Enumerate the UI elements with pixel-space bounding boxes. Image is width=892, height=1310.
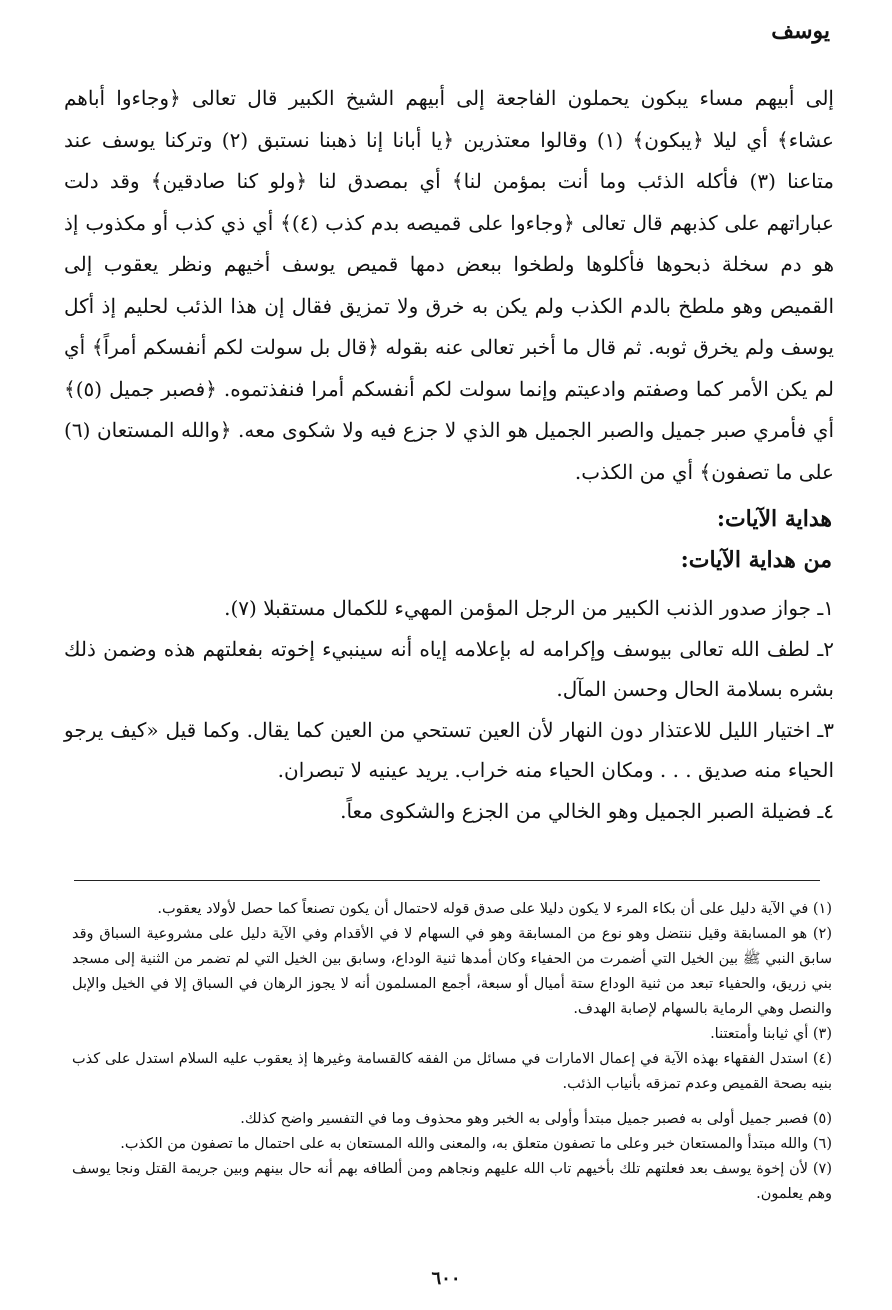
footnote-3: (٣) أي ثيابنا وأمتعتنا. bbox=[710, 1026, 832, 1042]
footnote-7: (٧) لأن إخوة يوسف بعد فعلتهم تلك بأخيهم تاب الله عليهم ونجاهم ومن ألطافه بهم أنه حال بينهم وبين جريمة القتل ونجا يوسف وهم يعلمون. bbox=[72, 1161, 832, 1202]
footnote-2: (٢) هو المسابقة وقيل ننتضل وهو نوع من المسابقة وهو في السهام لا في الأقدام وفي الآية دليل على مشروعية السباق وقد سابق النبي ﷺ بين الخيل التي أضمرت من الحفياء وكان أمدها ثنية الوداع، وسابق بين الخيل التي لم تضمر من الثنية إلى مسجد بني زريق، والحفياء تبعد من ثنية الوداع ستة أميال أو سبعة، أجمع المسلمون أنه لا يجوز الرهان في السباق إلا في الخيل والإبل والنصل وهي الرماية بالسهام لإصابة الهدف. bbox=[72, 926, 832, 1017]
guidance-item-4: ٤ـ فضيلة الصبر الجميل وهو الخالي من الجزع والشكوى معاً. bbox=[340, 798, 834, 823]
tafsir-body bbox=[64, 78, 834, 493]
page-number: ٦٠٠ bbox=[431, 1268, 461, 1289]
footnotes bbox=[72, 897, 832, 1207]
running-header: يوسف bbox=[771, 18, 830, 44]
footnote-5: (٥) فصبر جميل أولى به فصبر جميل مبتدأ وأولى به الخبر وهو محذوف وما في التفسير واضح كذلك. bbox=[240, 1111, 832, 1127]
tafsir-paragraph: إلى أبيهم مساء يبكون يحملون الفاجعة إلى أبيهم الشيخ الكبير قال تعالى ﴿وجاءوا أباهم عشاء﴾ أي ليلا ﴿يبكون﴾ (١) وقالوا معتذرين ﴿يا أبانا إنا ذهبنا نستبق (٢) وتركنا يوسف عند متاعنا (٣) فأكله الذئب وما أنت بمؤمن لنا﴾ أي بمصدق لنا ﴿ولو كنا صادقين﴾ وقد دلت عباراتهم على كذبهم قال تعالى ﴿وجاءوا على قميصه بدم كذب (٤)﴾ أي ذي كذب أو مكذوب إذ هو دم سخلة ذبحوها فأكلوها ولطخوا ببعض دمها قميص يوسف أخيهم ونظر يعقوب إلى القميص وهو ملطخ بالدم الكذب ولم يكن به خرق ولا تمزيق فقال إن هذا الذئب لحليم إذ أكل يوسف ولم يخرق ثوبه. ثم قال ما أخبر تعالى عنه بقوله ﴿قال بل سولت لكم أنفسكم أمراً﴾ أي لم يكن الأمر كما وصفتم وادعيتم وإنما سولت لكم أنفسكم أمرا فنفذتموه. ﴿فصبر جميل (٥)﴾ أي فأمري صبر جميل والصبر الجميل هو الذي لا جزع فيه ولا شكوى معه. ﴿والله المستعان (٦) على ما تصفون﴾ أي من الكذب. bbox=[64, 86, 834, 484]
guidance-item-3: ٣ـ اختيار الليل للاعتذار دون النهار لأن العين تستحي من العين كما يقال. وكما قيل «كيف يرجو الحياء منه صديق . . . ومكان الحياء منه خراب. يريد عينيه لا تبصران. bbox=[64, 717, 834, 782]
section-heading-from-ayat-guidance: من هداية الآيات: bbox=[680, 547, 832, 573]
section-heading-ayat-guidance: هداية الآيات: bbox=[716, 506, 832, 532]
guidance-list bbox=[64, 588, 834, 831]
guidance-item-2: ٢ـ لطف الله تعالى بيوسف وإكرامه له بإعلامه إياه أنه سينبيء إخوته بفعلتهم هذه وضمن ذلك بشره بسلامة الحال وحسن المآل. bbox=[64, 636, 834, 701]
footnote-spacer bbox=[72, 1097, 832, 1107]
footnote-4: (٤) استدل الفقهاء بهذه الآية في إعمال الامارات في مسائل من الفقه كالقسامة وغيرها إذ يعقوب عليه السلام استدل على كذب بنيه بصحة القميص وعدم تمزقه بأنياب الذئب. bbox=[72, 1051, 832, 1092]
footnote-6: (٦) والله مبتدأ والمستعان خبر وعلى ما تصفون متعلق به، والمعنى والله المستعان به على احتمال ما تصفون من الكذب. bbox=[120, 1136, 832, 1152]
footnote-divider bbox=[74, 880, 820, 881]
footnote-1: (١) في الآية دليل على أن بكاء المرء لا يكون دليلا على صدق قوله لاحتمال أن يكون تصنعاً كما حصل لأولاد يعقوب. bbox=[157, 901, 832, 917]
guidance-item-1: ١ـ جواز صدور الذنب الكبير من الرجل المؤمن المهيء للكمال مستقبلا (٧). bbox=[224, 596, 834, 620]
